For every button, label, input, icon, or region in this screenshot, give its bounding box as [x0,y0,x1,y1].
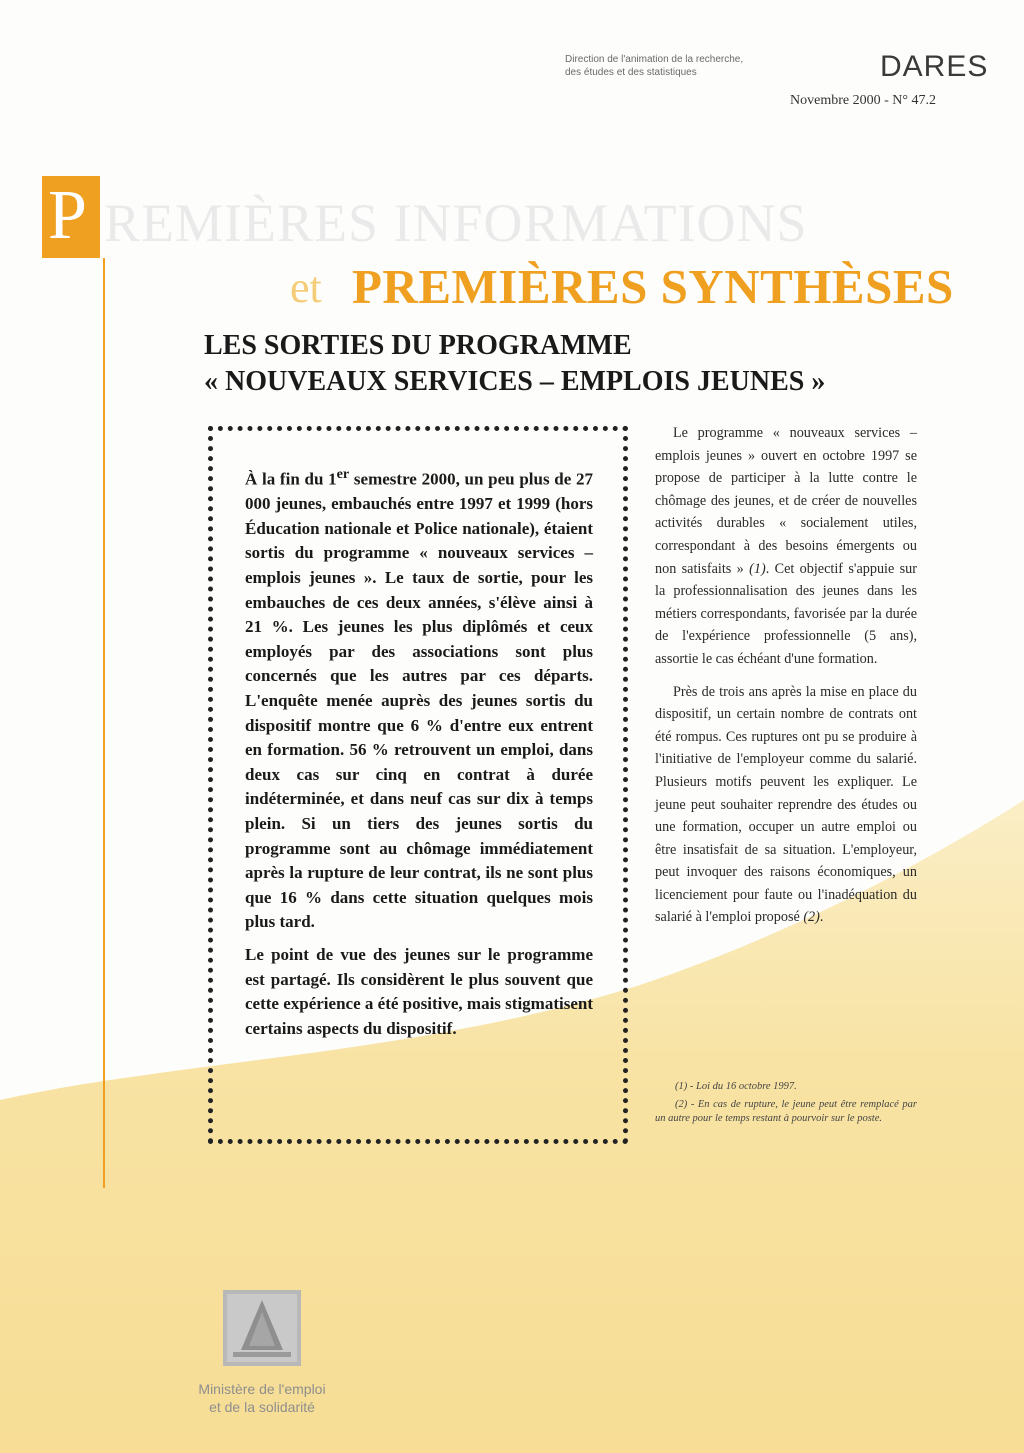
masthead-line2: PREMIÈRES SYNTHÈSES [352,259,954,314]
masthead-line1: REMIÈRES INFORMATIONS [104,193,808,253]
article-title-line2: « NOUVEAUX SERVICES – EMPLOIS JEUNES » [204,366,826,397]
abstract-paragraph-2: Le point de vue des jeunes sur le programme est partagé. Ils considèrent le plus souvent que cette expérience a été positive, mais stigmatisent certains aspects du dispositif. [245,944,593,1038]
body-p1-tail: . Cet objectif s'appuie sur la professionnalisation des jeunes dans les métiers correspondants, favorisée par la durée de l'expérience professionnelle (5 ans), assortie le cas échéant d'une formation. [655,560,917,667]
ministry-name: Ministère de l'emploi et de la solidarité [198,1381,326,1415]
article-title-line1: LES SORTIES DU PROGRAMME [204,330,632,361]
body-paragraph-2 [655,681,917,930]
abstract-paragraph-1 [245,462,593,935]
masthead-initial: P [48,177,87,254]
footnote-1: (1) - Loi du 16 octobre 1997. [675,1081,797,1092]
footnote-ref-1: (1) [749,560,766,577]
body-text [655,422,917,939]
org-acronym: DARES [880,50,989,83]
body-paragraph-1 [655,422,917,671]
footnote-2: (2) - En cas de rupture, le jeune peut être remplacé par un autre pour le temps restant à pourvoir sur le poste. [655,1098,917,1124]
footnotes [655,1080,917,1130]
abstract-p1-rest: semestre 2000, un peu plus de 27 000 jeunes, embauchés entre 1997 et 1999 (hors Éducation nationale et Police nationale), étaient sortis du programme « nouveaux services – emplois jeunes ». Le taux de sortie, pour les embauches de ces deux années, s'élève ainsi à 21 %. Les jeunes les plus diplômés et ceux employés par des associations sont plus concernés que les autres par ces départs. L'enquête menée auprès des jeunes sortis du dispositif montre que 6 % d'entre eux entrent en formation. 56 % retrouvent un emploi, dans deux cas sur cinq en contrat à durée indéterminée, et dans neuf cas sur dix à temps plein. Si un tiers des jeunes sortis du programme sont au chômage immédiatement après la rupture de leur contrat, ils ne sont plus que 16 % dans cette situation quelques mois plus tard. [245,469,594,932]
body-p1-main: Le programme « nouveaux services – emplois jeunes » ouvert en octobre 1997 se propose de participer à la lutte contre le chômage des jeunes, et de créer de nouvelles activités durables « socialement utiles, correspondant à des besoins émergents ou non satisfaits » [655,425,917,577]
body-p2-tail: . [819,909,824,926]
directorate-name: Direction de l'animation de la recherche, des études et des statistiques [565,54,744,78]
masthead-et: et [290,263,322,312]
body-p2-main: Près de trois ans après la mise en place du dispositif, un certain nombre de contrats ont été rompus. Ces ruptures ont pu se produire à l'initiative de l'employeur comme du salarié. Plusieurs motifs peuvent les expliquer. Le jeune peut souhaiter reprendre des études ou une formation, occuper un autre emploi ou être insatisfait de sa situation. L'employeur, peut invoquer des raisons économiques, un licenciement pour faute ou l'inadéquation du salarié à l'emploi proposé [655,683,917,926]
abstract [245,462,593,1049]
abstract-p1-lead: À la fin du 1 [245,469,337,489]
ministry-logo-icon [223,1290,301,1366]
abstract-p1-sup: er [336,466,350,482]
accent-rule [103,258,105,1188]
issue-number: Novembre 2000 - N° 47.2 [790,93,936,108]
footnote-ref-2: (2) [803,909,820,926]
